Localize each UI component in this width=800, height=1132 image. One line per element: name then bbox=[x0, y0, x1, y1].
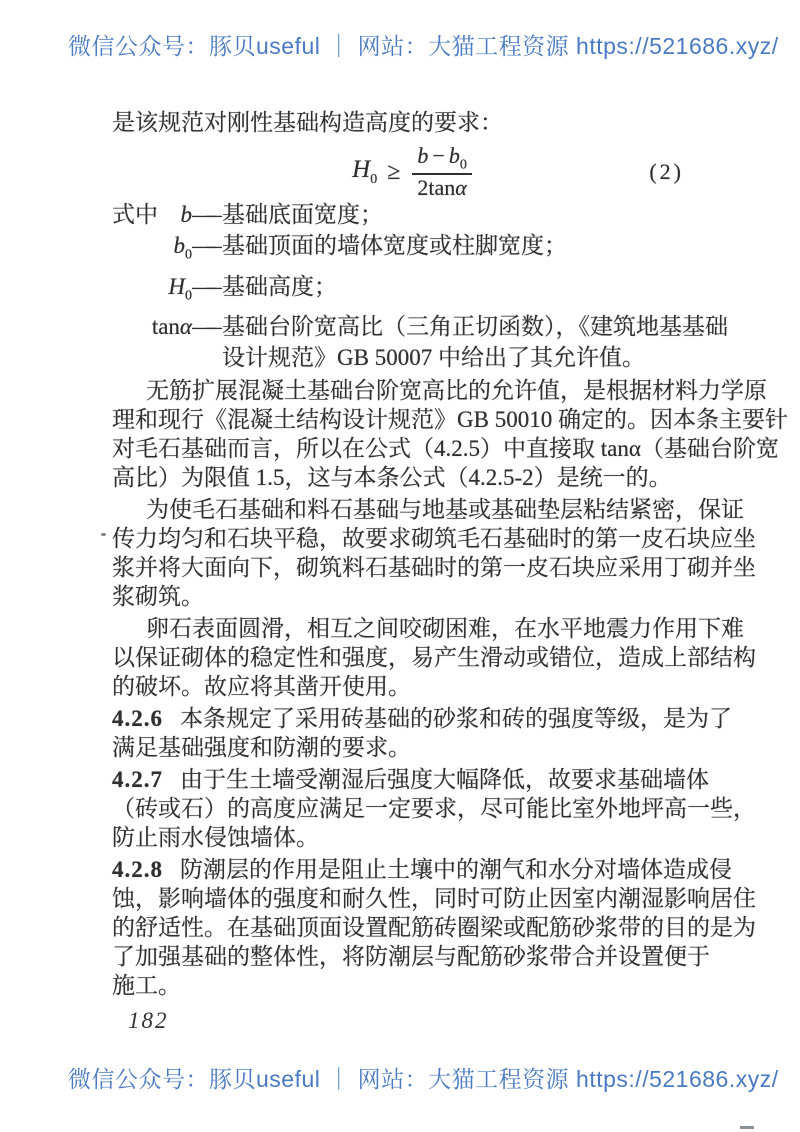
paragraph bbox=[112, 376, 788, 492]
symbol-letter: α bbox=[179, 314, 192, 340]
definition-text bbox=[222, 230, 712, 261]
symbol-letter: b bbox=[173, 233, 185, 258]
symbol-prefix: tan bbox=[151, 314, 180, 340]
footer-watermark: 微信公众号：豚贝useful ｜ 网站：大猫工程资源 https://521686.xyz/ bbox=[68, 1066, 779, 1092]
text-line: 满足基础强度和防潮的要求。 bbox=[112, 735, 411, 761]
text-line: 以保证砌体的稳定性和强度，易产生滑动或错位，造成上部结构 bbox=[112, 645, 756, 671]
text-line: 4.2.7 由于生土墙受潮湿后强度大幅降低，故要求基础墙体 bbox=[112, 767, 709, 793]
definition-row bbox=[112, 311, 728, 373]
paragraph bbox=[112, 614, 756, 701]
definition-line: 设计规范》GB 50007 中给出了其允许值。 bbox=[222, 345, 645, 371]
definition-line: 基础高度； bbox=[222, 273, 337, 299]
definition-dash: —— bbox=[192, 233, 222, 258]
text-line: 防止雨水侵蚀墙体。 bbox=[112, 825, 319, 851]
definition-dash: —— bbox=[192, 202, 222, 227]
formula-fraction bbox=[412, 144, 471, 201]
text-line: 为使毛石基础和料石基础与地基或基础垫层粘结紧密，保证 bbox=[146, 497, 744, 523]
fraction-denominator: 2tanα bbox=[417, 175, 467, 201]
formula-relation: ≥ bbox=[387, 158, 401, 185]
text-line: 理和现行《混凝土结构设计规范》GB 50010 确定的。因本条主要针 bbox=[112, 407, 788, 433]
paragraph bbox=[112, 704, 732, 762]
text-line: 浆砌筑。 bbox=[112, 584, 204, 610]
symbol-subscript: 0 bbox=[185, 288, 192, 304]
definition-text bbox=[222, 271, 712, 302]
where-label: 式中 bbox=[112, 202, 158, 227]
formula-lhs: $H_0$ bbox=[352, 156, 378, 187]
symbol-letter: b bbox=[180, 202, 192, 227]
text-line: 高比）为限值 1.5，这与本条公式（4.2.5-2）是统一的。 bbox=[112, 465, 672, 491]
fraction-numerator: $b - b_0$ bbox=[412, 144, 471, 176]
definition-symbol bbox=[112, 271, 192, 312]
document-body bbox=[112, 108, 788, 1000]
text-line: 卵石表面圆滑，相互之间咬砌困难，在水平地震力作用下难 bbox=[146, 616, 744, 642]
symbol-subscript: 0 bbox=[185, 247, 192, 263]
definitions bbox=[112, 199, 728, 373]
text-line: 4.2.8 防潮层的作用是阻止土壤中的潮气和水分对墙体造成侵 bbox=[112, 857, 732, 883]
text-line: 4.2.6 本条规定了采用砖基础的砂浆和砖的强度等级，是为了 bbox=[112, 706, 732, 732]
formula bbox=[112, 142, 712, 201]
section-number: 4.2.7 bbox=[112, 767, 163, 793]
text-line: 浆并将大面向下，砌筑料石基础时的第一皮石块应采用丁砌并坐 bbox=[112, 555, 756, 581]
section-number: 4.2.8 bbox=[112, 857, 163, 883]
intro-line: 是该规范对刚性基础构造高度的要求： bbox=[112, 110, 503, 135]
text-line: 的破坏。故应将其凿开使用。 bbox=[112, 674, 411, 700]
header-watermark: 微信公众号：豚贝useful ｜ 网站：大猫工程资源 https://521686.xyz/ bbox=[68, 33, 779, 59]
definition-symbol bbox=[112, 230, 192, 271]
symbol-letter: H bbox=[168, 273, 185, 299]
text-line: 了加强基础的整体性，将防潮层与配筋砂浆带合并设置便于 bbox=[112, 944, 710, 970]
definition-symbol bbox=[112, 311, 192, 342]
definition-dash: —— bbox=[192, 273, 222, 299]
text-line: 施工。 bbox=[112, 973, 181, 999]
definition-line: 基础台阶宽高比（三角正切函数），《建筑地基基础 bbox=[222, 314, 728, 340]
definition-row bbox=[112, 230, 712, 271]
definition-row bbox=[112, 271, 712, 312]
definition-line: 基础底面宽度； bbox=[222, 202, 383, 227]
definition-row bbox=[112, 199, 712, 230]
scan-artifact-dot bbox=[101, 533, 106, 536]
paragraph bbox=[112, 855, 756, 1000]
definition-line: 基础顶面的墙体宽度或柱脚宽度； bbox=[222, 233, 567, 258]
paragraph bbox=[112, 765, 756, 852]
text-line: （砖或石）的高度应满足一定要求，尽可能比室外地坪高一些， bbox=[112, 796, 756, 822]
page-number: 182 bbox=[128, 1008, 169, 1033]
definition-text bbox=[222, 199, 712, 230]
definition-text bbox=[222, 311, 728, 373]
text-line: 传力均匀和石块平稳，故要求砌筑毛石基础时的第一皮石块应坐 bbox=[112, 526, 756, 552]
section-number: 4.2.6 bbox=[112, 706, 163, 732]
scan-artifact-edge bbox=[740, 1126, 754, 1129]
equation-number: (2) bbox=[649, 159, 684, 184]
text-line: 的舒适性。在基础顶面设置配筋砖圈梁或配筋砂浆带的目的是为 bbox=[112, 915, 756, 941]
text-line: 对毛石基础而言，所以在公式（4.2.5）中直接取 tanα（基础台阶宽 bbox=[112, 436, 779, 462]
text-line: 蚀，影响墙体的强度和耐久性，同时可防止因室内潮湿影响居住 bbox=[112, 886, 756, 912]
definition-dash: —— bbox=[192, 314, 222, 340]
paragraphs bbox=[112, 376, 788, 1000]
paragraph bbox=[112, 495, 756, 611]
text-line: 无筋扩展混凝土基础台阶宽高比的允许值，是根据材料力学原 bbox=[146, 378, 767, 404]
